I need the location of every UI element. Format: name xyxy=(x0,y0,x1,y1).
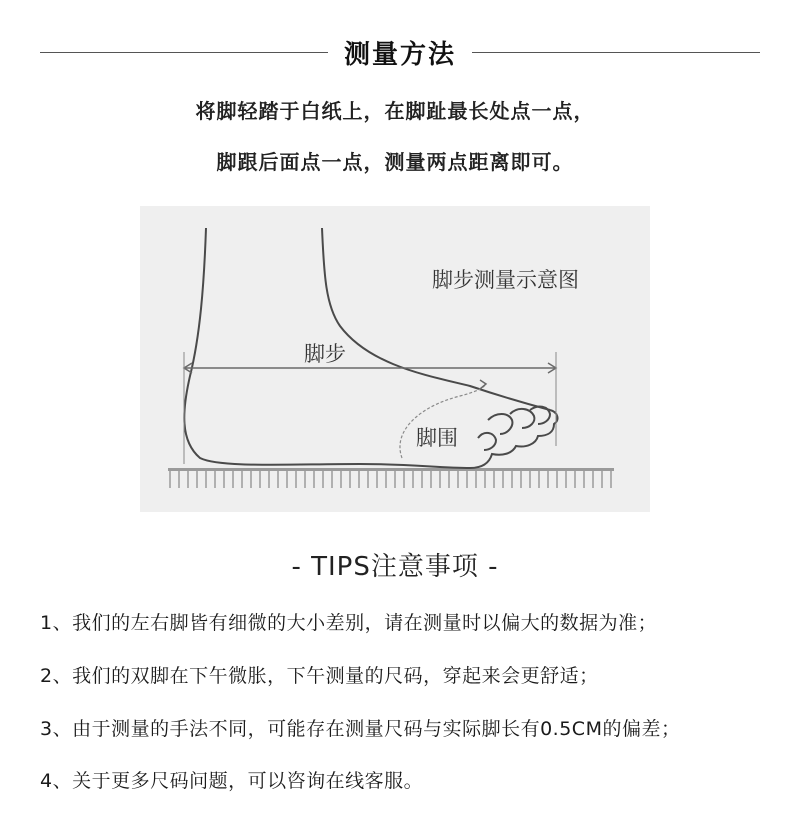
instruction-line-1: 将脚轻踏于白纸上，在脚趾最长处点一点， xyxy=(195,99,595,123)
ruler-ticks xyxy=(170,471,611,488)
heading-rule-left xyxy=(40,52,328,53)
ruler-edge xyxy=(168,468,614,471)
foot-illustration xyxy=(140,206,650,512)
heading-rule-right xyxy=(472,52,760,53)
tips-title: - TIPS注意事项 - xyxy=(291,552,499,582)
foot-measurement-diagram xyxy=(140,206,650,512)
instruction-line-2: 脚跟后面点一点，测量两点距离即可。 xyxy=(216,150,574,174)
tip-item: 3、由于测量的手法不同，可能存在测量尺码与实际脚长有0.5CM的偏差； xyxy=(40,718,681,740)
tip-item: 4、关于更多尺码问题，可以咨询在线客服。 xyxy=(40,770,424,792)
tip-item: 2、我们的双脚在下午微胀，下午测量的尺码，穿起来会更舒适； xyxy=(40,665,599,687)
foot-top-outline xyxy=(322,228,550,410)
section-heading xyxy=(40,30,760,74)
tip-item: 1、我们的左右脚皆有细微的大小差别，请在测量时以偏大的数据为准； xyxy=(40,612,658,634)
toe-2 xyxy=(510,409,534,428)
foot-length-label: 脚步 xyxy=(304,342,346,366)
foot-girth-label: 脚围 xyxy=(416,426,458,450)
heading-title: 测量方法 xyxy=(344,39,457,70)
toe-4 xyxy=(478,433,496,450)
girth-arrow-icon xyxy=(480,380,486,389)
diagram-title: 脚步测量示意图 xyxy=(432,268,579,292)
toe-1 xyxy=(488,414,512,434)
